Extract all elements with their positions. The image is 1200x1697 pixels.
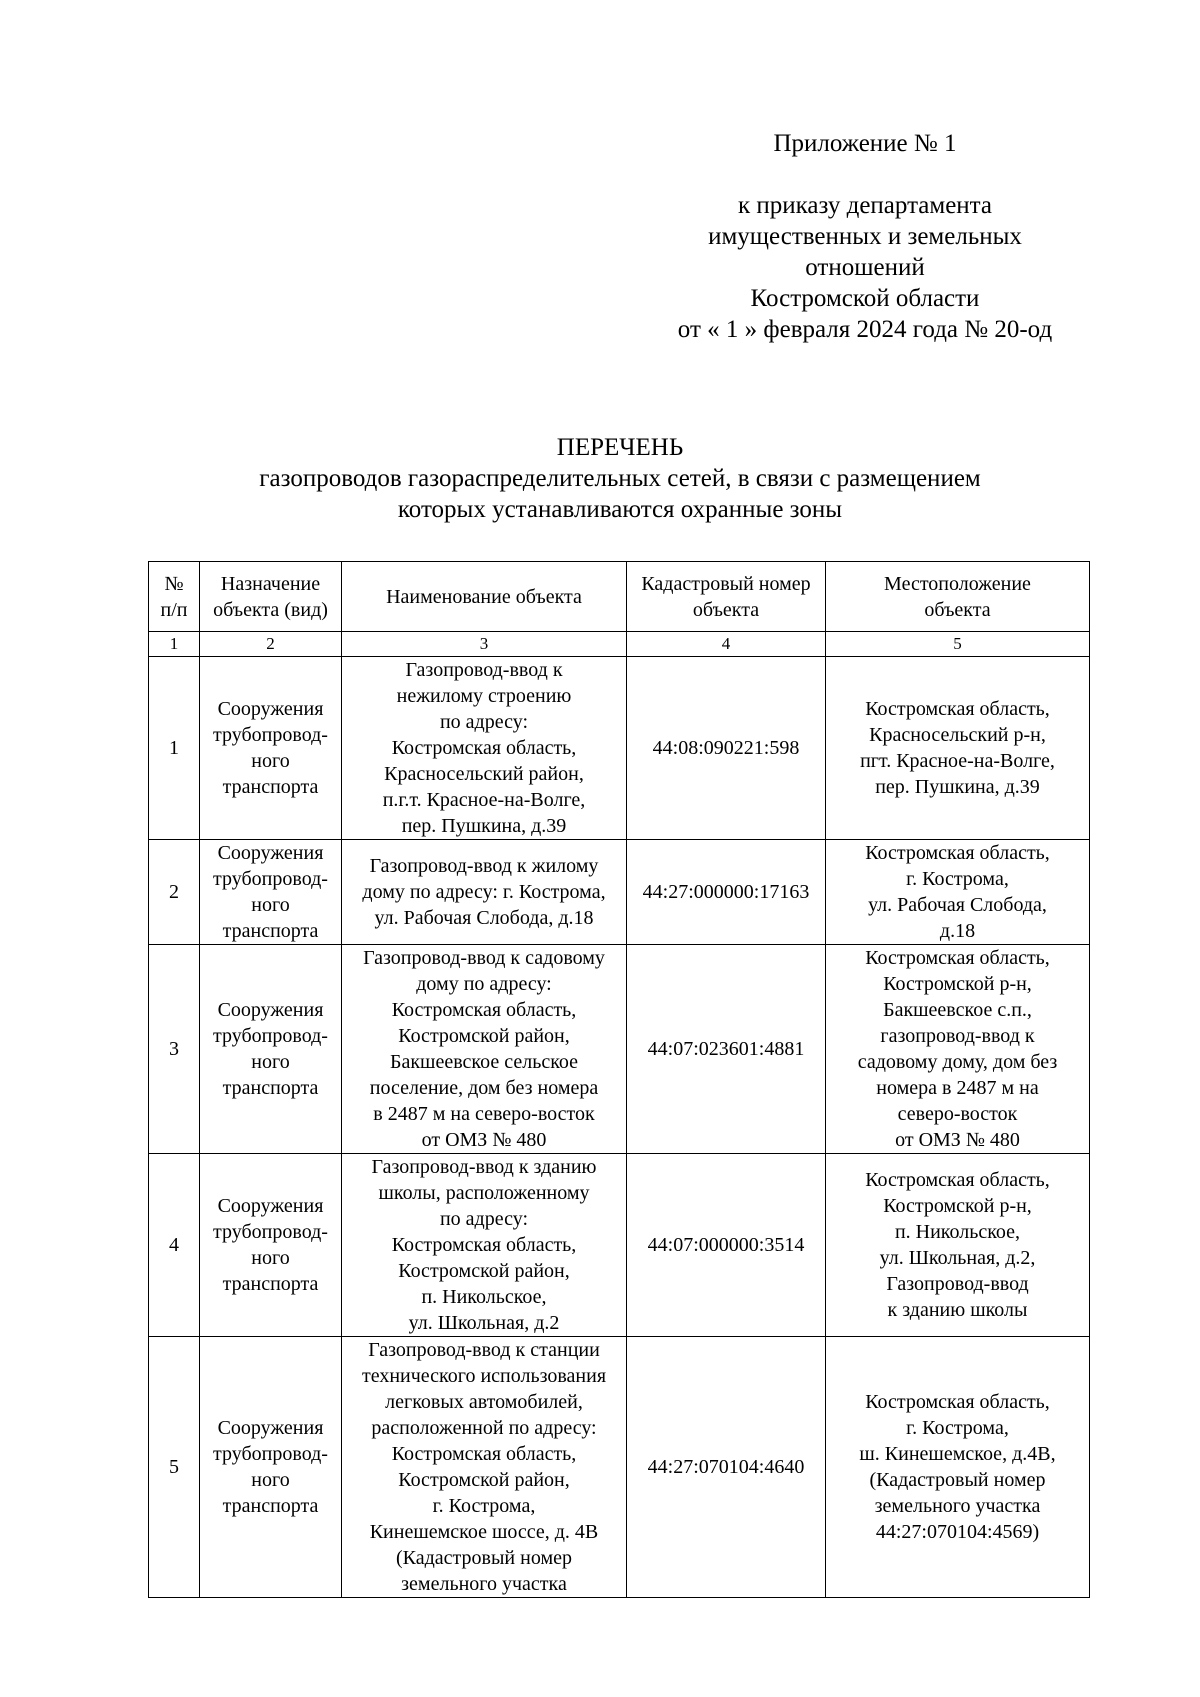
row-object-name: Газопровод-ввод к жилому дому по адресу: г. Кострома, ул. Рабочая Слобода, д.18 bbox=[342, 840, 627, 945]
row-cadastral-number: 44:27:070104:4640 bbox=[627, 1337, 826, 1598]
list-title: ПЕРЕЧЕНЬ bbox=[556, 434, 684, 461]
list-header bbox=[150, 432, 1090, 525]
column-header-purpose: Назначение объекта (вид) bbox=[200, 562, 342, 632]
table-row bbox=[149, 840, 1090, 945]
row-object-name: Газопровод-ввод к зданию школы, расположенному по адресу: Костромская область, Костромской район, п. Никольское, ул. Школьная, д.2 bbox=[342, 1154, 627, 1337]
table-row bbox=[149, 1154, 1090, 1337]
column-number: 5 bbox=[826, 632, 1090, 657]
appendix-line: имущественных и земельных bbox=[708, 223, 1022, 250]
row-number: 4 bbox=[149, 1154, 200, 1337]
table-row bbox=[149, 1337, 1090, 1598]
row-location: Костромская область, г. Кострома, ул. Рабочая Слобода, д.18 bbox=[826, 840, 1090, 945]
table-row bbox=[149, 945, 1090, 1154]
column-header-number: № п/п bbox=[149, 562, 200, 632]
column-number-row bbox=[149, 632, 1090, 657]
row-object-name: Газопровод-ввод к нежилому строению по адресу: Костромская область, Красносельский район, п.г.т. Красное-на-Волге, пер. Пушкина, д.39 bbox=[342, 657, 627, 840]
row-number: 3 bbox=[149, 945, 200, 1154]
row-location: Костромская область, г. Кострома, ш. Кинешемское, д.4В, (Кадастровый номер земельного участка 44:27:070104:4569) bbox=[826, 1337, 1090, 1598]
row-purpose: Сооружения трубопровод- ного транспорта bbox=[200, 657, 342, 840]
row-cadastral-number: 44:08:090221:598 bbox=[627, 657, 826, 840]
column-number: 4 bbox=[627, 632, 826, 657]
row-cadastral-number: 44:27:000000:17163 bbox=[627, 840, 826, 945]
column-header-location: Местоположение объекта bbox=[826, 562, 1090, 632]
row-location: Костромская область, Красносельский р-н, пгт. Красное-на-Волге, пер. Пушкина, д.39 bbox=[826, 657, 1090, 840]
row-number: 1 bbox=[149, 657, 200, 840]
row-location: Костромская область, Костромской р-н, п. Никольское, ул. Школьная, д.2, Газопровод-ввод к зданию школы bbox=[826, 1154, 1090, 1337]
row-purpose: Сооружения трубопровод- ного транспорта bbox=[200, 840, 342, 945]
column-number: 1 bbox=[149, 632, 200, 657]
row-object-name: Газопровод-ввод к садовому дому по адресу: Костромская область, Костромской район, Бакшеевское сельское поселение, дом без номера в 2487 м на северо-восток от ОМЗ № 480 bbox=[342, 945, 627, 1154]
column-number: 3 bbox=[342, 632, 627, 657]
row-cadastral-number: 44:07:000000:3514 bbox=[627, 1154, 826, 1337]
appendix-line: от « 1 » февраля 2024 года № 20-од bbox=[677, 316, 1053, 343]
table-row bbox=[149, 657, 1090, 840]
appendix-line: к приказу департамента bbox=[737, 192, 993, 219]
column-header-cadastral: Кадастровый номер объекта bbox=[627, 562, 826, 632]
appendix-line: Костромской области bbox=[750, 285, 980, 312]
row-number: 2 bbox=[149, 840, 200, 945]
row-cadastral-number: 44:07:023601:4881 bbox=[627, 945, 826, 1154]
row-number: 5 bbox=[149, 1337, 200, 1598]
table-header-row bbox=[149, 562, 1090, 632]
objects-table bbox=[148, 561, 1090, 1598]
list-subtitle-line: которых устанавливаются охранные зоны bbox=[397, 496, 843, 523]
row-purpose: Сооружения трубопровод- ного транспорта bbox=[200, 1154, 342, 1337]
appendix-block bbox=[640, 128, 1090, 345]
column-header-name: Наименование объекта bbox=[342, 562, 627, 632]
list-subtitle-line: газопроводов газораспределительных сетей, в связи с размещением bbox=[259, 465, 981, 492]
row-purpose: Сооружения трубопровод- ного транспорта bbox=[200, 1337, 342, 1598]
row-location: Костромская область, Костромской р-н, Бакшеевское с.п., газопровод-ввод к садовому дому, дом без номера в 2487 м на северо-восток от ОМЗ № 480 bbox=[826, 945, 1090, 1154]
appendix-line: отношений bbox=[805, 254, 925, 281]
row-object-name: Газопровод-ввод к станции технического использования легковых автомобилей, расположенной по адресу: Костромская область, Костромской район, г. Кострома, Кинешемское шоссе, д. 4В (Кадастровый номер земельного участка bbox=[342, 1337, 627, 1598]
row-purpose: Сооружения трубопровод- ного транспорта bbox=[200, 945, 342, 1154]
appendix-title: Приложение № 1 bbox=[773, 130, 957, 157]
column-number: 2 bbox=[200, 632, 342, 657]
